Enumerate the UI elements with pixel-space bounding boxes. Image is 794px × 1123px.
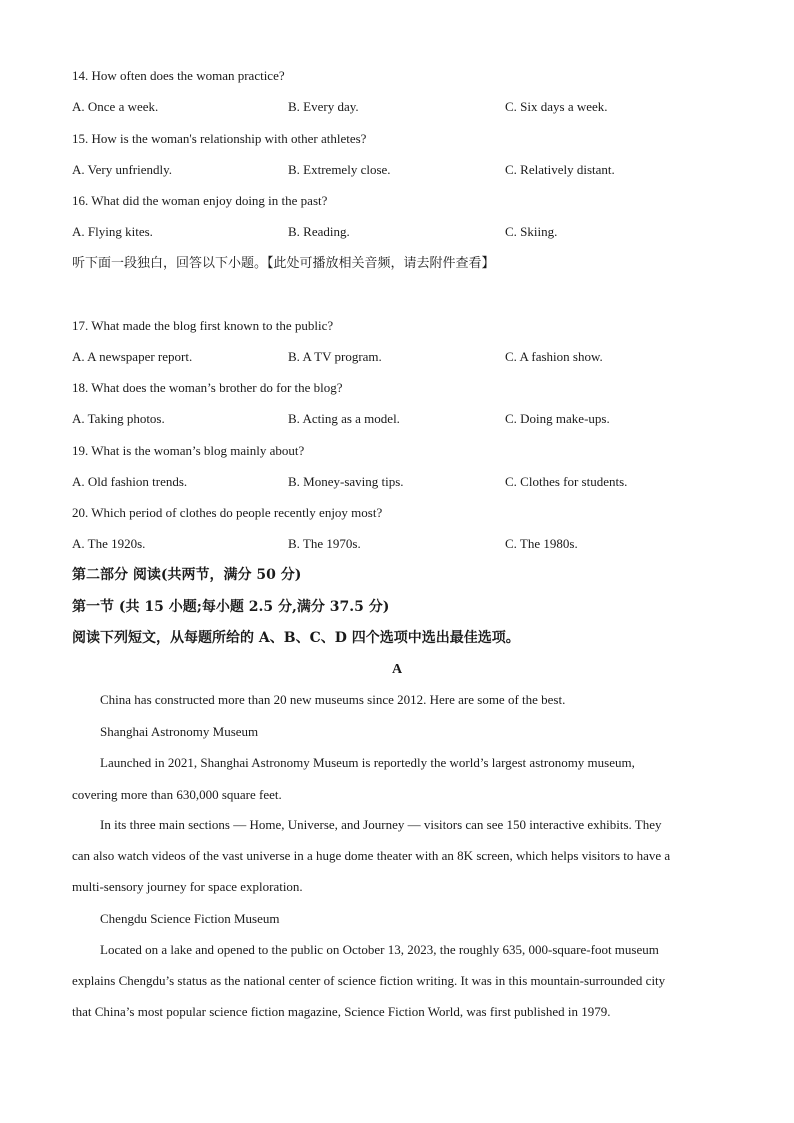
option-20-c: C. The 1980s.: [505, 536, 578, 551]
monologue-instruction: 听下面一段独白，回答以下小题。【此处可播放相关音频，请去附件查看】: [72, 256, 495, 271]
option-20-a: A. The 1920s.: [72, 536, 146, 551]
reading-instruction: 阅读下列短文，从每题所给的 A、B、C、D 四个选项中选出最佳选项。: [72, 630, 520, 646]
question-19: 19. What is the woman’s blog mainly about?: [72, 443, 305, 458]
question-18: 18. What does the woman’s brother do for the blog?: [72, 380, 343, 395]
question-20: 20. Which period of clothes do people recently enjoy most?: [72, 505, 383, 520]
paragraph-line: can also watch videos of the vast universe in a huge dome theater with an 8K screen, which helps visitors to have a: [72, 848, 671, 863]
option-16-c: C. Skiing.: [505, 224, 558, 239]
option-18-a: A. Taking photos.: [72, 411, 165, 426]
option-15-b: B. Extremely close.: [288, 162, 391, 177]
paragraph-line: covering more than 630,000 square feet.: [72, 787, 282, 802]
option-14-a: A. Once a week.: [72, 99, 159, 114]
passage-label: A: [391, 662, 403, 677]
paragraph-line: Located on a lake and opened to the public on October 13, 2023, the roughly 635, 000-square-foot museum: [100, 942, 659, 957]
section-one-title: 第一节 (共 15 小题;每小题 2.5 分,满分 37.5 分): [72, 599, 390, 615]
option-19-b: B. Money-saving tips.: [288, 474, 404, 489]
option-20-b: B. The 1970s.: [288, 536, 361, 551]
question-17: 17. What made the blog first known to the public?: [72, 318, 334, 333]
option-15-c: C. Relatively distant.: [505, 162, 615, 177]
option-18-b: B. Acting as a model.: [288, 411, 400, 426]
option-16-a: A. Flying kites.: [72, 224, 153, 239]
paragraph-line: In its three main sections — Home, Universe, and Journey — visitors can see 150 interactive exhibits. They: [100, 817, 662, 832]
option-19-a: A. Old fashion trends.: [72, 474, 188, 489]
option-16-b: B. Reading.: [288, 224, 350, 239]
option-15-a: A. Very unfriendly.: [72, 162, 173, 177]
paragraph-line: explains Chengdu’s status as the national center of science fiction writing. It was in this mountain-surrounded city: [72, 973, 666, 988]
question-14: 14. How often does the woman practice?: [72, 68, 285, 83]
paragraph-line: Launched in 2021, Shanghai Astronomy Museum is reportedly the world’s largest astronomy museum,: [100, 755, 635, 770]
option-18-c: C. Doing make-ups.: [505, 411, 610, 426]
option-14-c: C. Six days a week.: [505, 99, 608, 114]
question-16: 16. What did the woman enjoy doing in the past?: [72, 193, 328, 208]
museum-title-shanghai: Shanghai Astronomy Museum: [100, 724, 259, 739]
paragraph-line: multi-sensory journey for space exploration.: [72, 879, 303, 894]
option-19-c: C. Clothes for students.: [505, 474, 628, 489]
question-15: 15. How is the woman's relationship with other athletes?: [72, 131, 367, 146]
option-17-c: C. A fashion show.: [505, 349, 603, 364]
option-17-b: B. A TV program.: [288, 349, 382, 364]
option-14-b: B. Every day.: [288, 99, 359, 114]
paragraph-line: that China’s most popular science fiction magazine, Science Fiction World, was first published in 1979.: [72, 1004, 611, 1019]
part-two-title: 第二部分 阅读(共两节，满分 50 分): [72, 567, 302, 583]
museum-title-chengdu: Chengdu Science Fiction Museum: [100, 911, 280, 926]
passage-intro: China has constructed more than 20 new museums since 2012. Here are some of the best.: [100, 692, 566, 707]
option-17-a: A. A newspaper report.: [72, 349, 193, 364]
